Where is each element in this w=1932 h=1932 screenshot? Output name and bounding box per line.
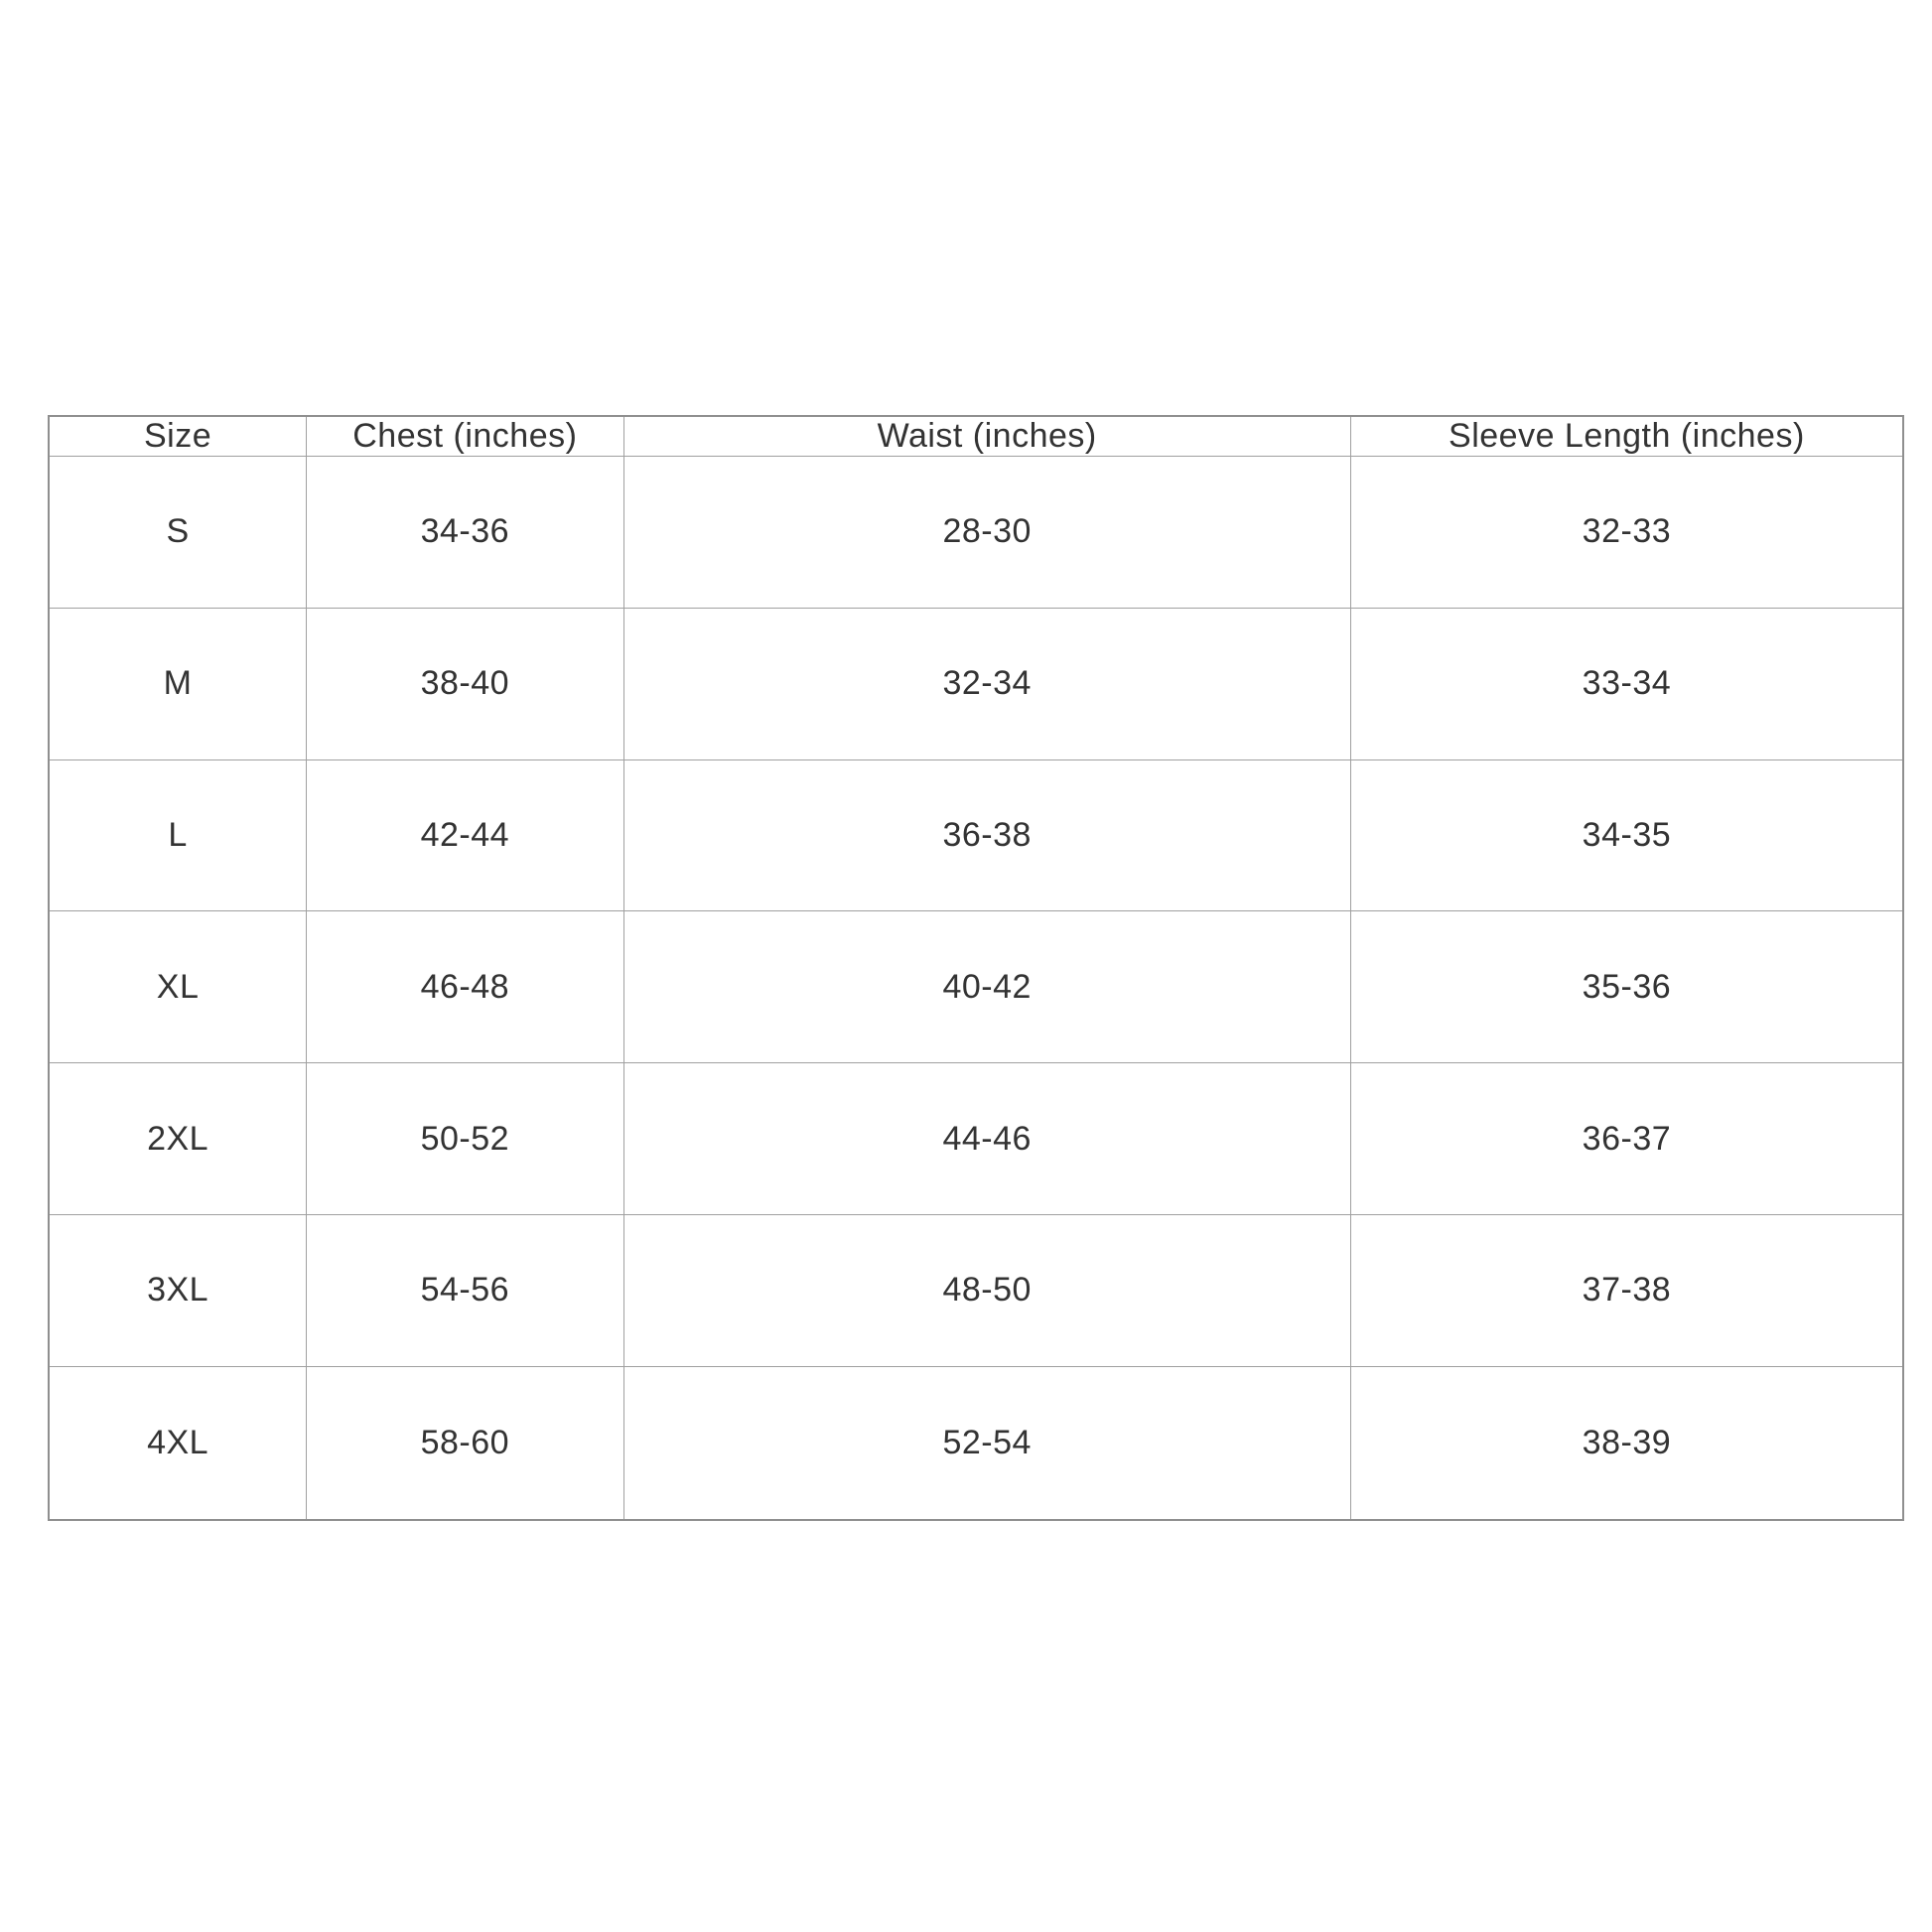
- cell-sleeve: 37-38: [1350, 1214, 1903, 1366]
- cell-size: 3XL: [49, 1214, 307, 1366]
- cell-size: 2XL: [49, 1063, 307, 1215]
- cell-sleeve: 33-34: [1350, 608, 1903, 759]
- cell-size: L: [49, 759, 307, 911]
- cell-chest: 46-48: [307, 911, 623, 1063]
- cell-chest: 38-40: [307, 608, 623, 759]
- size-chart: [48, 415, 1904, 1521]
- size-chart-table: [48, 415, 1904, 1521]
- cell-size: XL: [49, 911, 307, 1063]
- cell-waist: 28-30: [623, 457, 1350, 609]
- cell-size: 4XL: [49, 1366, 307, 1520]
- table-row-2xl: [49, 1063, 1903, 1215]
- header-row: [49, 416, 1903, 457]
- cell-chest: 54-56: [307, 1214, 623, 1366]
- table-row-l: [49, 759, 1903, 911]
- cell-sleeve: 35-36: [1350, 911, 1903, 1063]
- cell-waist: 52-54: [623, 1366, 1350, 1520]
- table-row-m: [49, 608, 1903, 759]
- cell-waist: 32-34: [623, 608, 1350, 759]
- cell-chest: 42-44: [307, 759, 623, 911]
- cell-chest: 58-60: [307, 1366, 623, 1520]
- table-row-s: [49, 457, 1903, 609]
- cell-sleeve: 34-35: [1350, 759, 1903, 911]
- table-row-3xl: [49, 1214, 1903, 1366]
- cell-waist: 48-50: [623, 1214, 1350, 1366]
- table-row-4xl: [49, 1366, 1903, 1520]
- column-header-chest: Chest (inches): [307, 416, 623, 457]
- cell-size: M: [49, 608, 307, 759]
- column-header-sleeve: Sleeve Length (inches): [1350, 416, 1903, 457]
- cell-size: S: [49, 457, 307, 609]
- column-header-size: Size: [49, 416, 307, 457]
- cell-waist: 40-42: [623, 911, 1350, 1063]
- cell-chest: 50-52: [307, 1063, 623, 1215]
- cell-sleeve: 32-33: [1350, 457, 1903, 609]
- cell-waist: 36-38: [623, 759, 1350, 911]
- column-header-waist: Waist (inches): [623, 416, 1350, 457]
- cell-sleeve: 36-37: [1350, 1063, 1903, 1215]
- cell-sleeve: 38-39: [1350, 1366, 1903, 1520]
- table-row-xl: [49, 911, 1903, 1063]
- cell-chest: 34-36: [307, 457, 623, 609]
- cell-waist: 44-46: [623, 1063, 1350, 1215]
